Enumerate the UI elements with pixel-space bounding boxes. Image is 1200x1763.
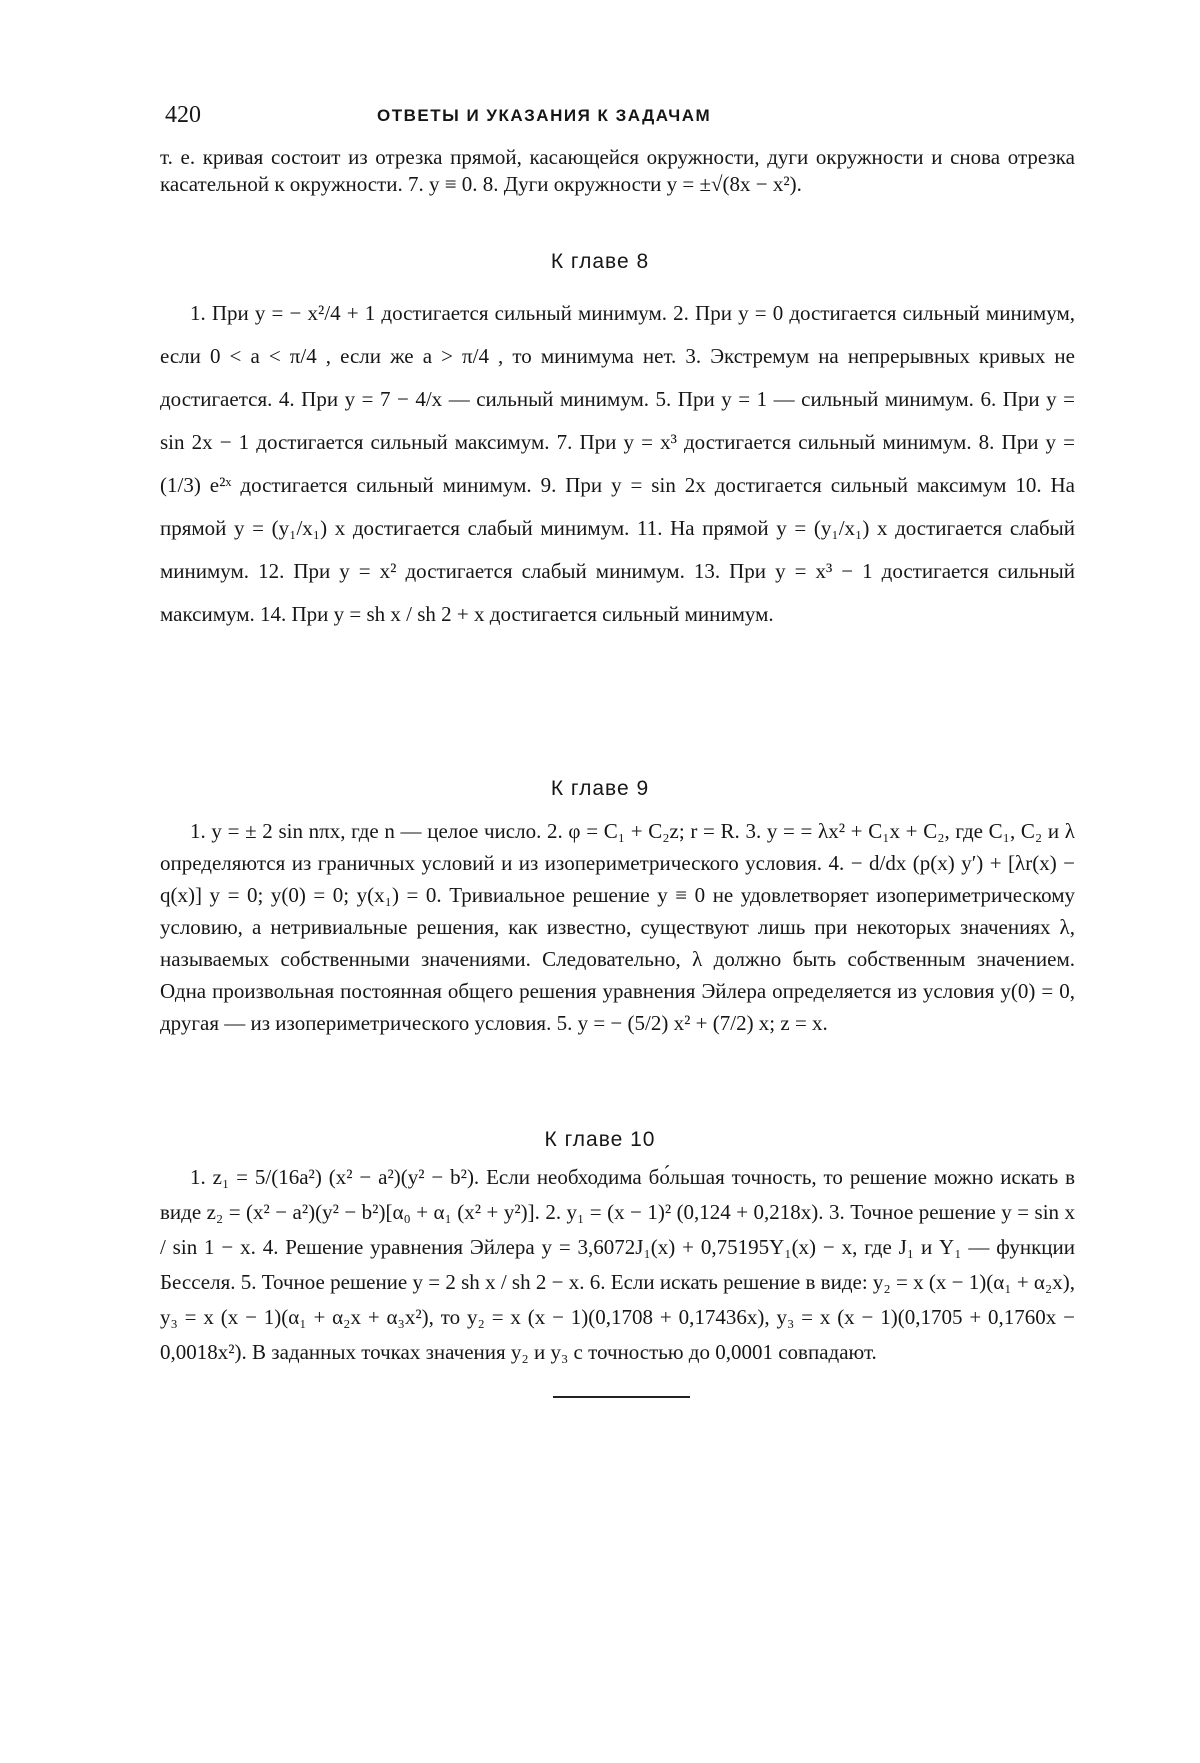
page-number: 420 xyxy=(165,102,201,128)
chapter-10-answers: 1. z₁ = 5/(16a²) (x² − a²)(y² − b²). Если необходима бо́льшая точность, то решение можно искать в виде z₂ = (x² − a²)(y² − b²)[α₀ + α₁ (x² + y²)]. 2. y₁ = (x − 1)² (0,124 + 0,218x). 3. Точное решение y = sin x / sin 1 − x. 4. Решение уравнения Эйлера y = 3,6072J₁(x) + 0,75195Y₁(x) − x, где J₁ и Y₁ — функции Бесселя. 5. Точное решение y = 2 sh x / sh 2 − x. 6. Если искать решение в виде: y₂ = x (x − 1)(α₁ + α₂x), y₃ = x (x − 1)(α₁ + α₂x + α₃x²), то y₂ = x (x − 1)(0,1708 + 0,17436x), y₃ = x (x − 1)(0,1705 + 0,1760x − 0,0018x²). В заданных точках значения y₂ и y₃ с точностью до 0,0001 совпадают. xyxy=(160,1165,1075,1364)
end-rule xyxy=(553,1396,690,1398)
chapter-9-heading: К главе 9 xyxy=(550,777,650,800)
continuation-paragraph: т. е. кривая состоит из отрезка прямой, касающейся окружности, дуги окружности и снова отрезка касательной к окружности. 7. y ≡ 0. 8. Дуги окружности y = ±√(8x − x²). xyxy=(160,145,1075,196)
chapter-10-heading: К главе 10 xyxy=(544,1128,656,1151)
chapter-8-heading: К главе 8 xyxy=(550,250,650,273)
page-header xyxy=(165,102,1060,132)
running-title: ОТВЕТЫ И УКАЗАНИЯ К ЗАДАЧАМ xyxy=(377,106,712,125)
chapter-9-answers: 1. y = ± 2 sin nπx, где n — целое число. 2. φ = C₁ + C₂z; r = R. 3. y = = λx² + C₁x + C₂, где C₁, C₂ и λ определяются из граничных условий и из изопериметрического условия. 4. − d/dx (p(x) y′) + [λr(x) − q(x)] y = 0; y(0) = 0; y(x₁) = 0. Тривиальное решение y ≡ 0 не удовлетворяет изопериметрическому условию, а нетривиальные решения, как известно, существуют лишь при некоторых значениях λ, называемых собственными значениями. Следовательно, λ должно быть собственным значением. Одна произвольная постоянная общего решения уравнения Эйлера определяется из условия y(0) = 0, другая — из изопериметрического условия. 5. y = − (5/2) x² + (7/2) x; z = x. xyxy=(160,819,1075,1035)
chapter-8-answers: 1. При y = − x²/4 + 1 достигается сильный минимум. 2. При y = 0 достигается сильный минимум, если 0 < a < π/4 , если же a > π/4 , то минимума нет. 3. Экстремум на непрерывных кривых не достигается. 4. При y = 7 − 4/x — сильный минимум. 5. При y = 1 — сильный минимум. 6. При y = sin 2x − 1 достигается сильный максимум. 7. При y = x³ достигается сильный минимум. 8. При y = (1/3) e²ˣ достигается сильный минимум. 9. При y = sin 2x достигается сильный максимум 10. На прямой y = (y₁/x₁) x достигается слабый минимум. 11. На прямой y = (y₁/x₁) x достигается слабый минимум. 12. При y = x² достигается слабый минимум. 13. При y = x³ − 1 достигается сильный максимум. 14. При y = sh x / sh 2 + x достигается сильный минимум. xyxy=(160,301,1075,626)
